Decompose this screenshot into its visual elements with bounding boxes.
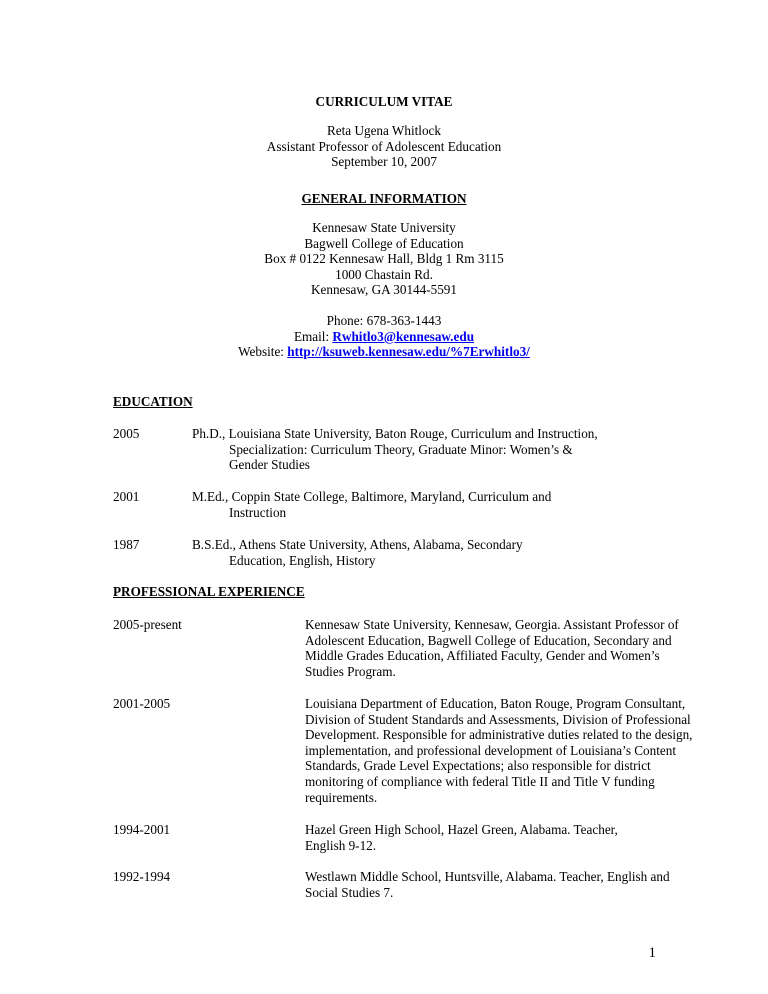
description-line: Education, English, History <box>229 552 376 568</box>
page-number: 1 <box>648 945 656 961</box>
description-line: Social Studies 7. <box>305 884 394 900</box>
education-description <box>192 489 712 520</box>
address-line: Kennesaw State University <box>312 220 456 235</box>
website-link[interactable]: http://ksuweb.kennesaw.edu/%7Erwhitlo3/ <box>287 344 530 360</box>
website-line <box>0 344 768 360</box>
education-heading: EDUCATION <box>113 394 193 409</box>
professional-experience-heading: PROFESSIONAL EXPERIENCE <box>113 584 305 599</box>
description-line: Louisiana Department of Education, Baton Rouge, Program Consultant, <box>305 696 686 711</box>
author-position: Assistant Professor of Adolescent Education <box>266 138 502 154</box>
description-line: requirements. <box>305 789 378 805</box>
address-line: Kennesaw, GA 30144-5591 <box>310 282 457 298</box>
description-line: Ph.D., Louisiana State University, Baton Rouge, Curriculum and Instruction, <box>192 426 598 441</box>
address-block <box>0 220 768 298</box>
description-line: Standards, Grade Level Expectations; also responsible for district <box>305 758 651 774</box>
experience-years: 2001-2005 <box>113 696 171 711</box>
phone-number: 678-363-1443 <box>366 313 442 328</box>
email-line <box>0 329 768 345</box>
author-name: Reta Ugena Whitlock <box>326 123 441 138</box>
education-year: 2001 <box>113 489 140 504</box>
experience-years: 1992-1994 <box>113 869 171 884</box>
author-header <box>0 123 768 170</box>
description-line: Gender Studies <box>229 457 310 473</box>
experience-description <box>305 822 715 853</box>
address-line: Bagwell College of Education <box>304 235 464 251</box>
description-line: Westlawn Middle School, Huntsville, Alabama. Teacher, English and <box>305 869 670 884</box>
description-line: B.S.Ed., Athens State University, Athens, Alabama, Secondary <box>192 537 523 552</box>
document-date: September 10, 2007 <box>331 154 437 170</box>
address-line: Box # 0122 Kennesaw Hall, Bldg 1 Rm 3115 <box>264 251 504 267</box>
description-line: implementation, and professional development of Louisiana’s Content <box>305 742 677 758</box>
description-line: Instruction <box>229 504 287 520</box>
description-line: Hazel Green High School, Hazel Green, Alabama. Teacher, <box>305 822 618 837</box>
website-label: Website: <box>238 344 288 360</box>
document-title: CURRICULUM VITAE <box>315 94 453 109</box>
description-line: M.Ed., Coppin State College, Baltimore, Maryland, Curriculum and <box>192 489 552 504</box>
description-line: Division of Student Standards and Assessments, Division of Professional <box>305 711 691 727</box>
education-description <box>192 426 712 473</box>
description-line: Development. Responsible for administrative duties related to the design, <box>305 727 693 743</box>
experience-description <box>305 696 715 805</box>
description-line: Adolescent Education, Bagwell College of Education, Secondary and <box>305 632 672 648</box>
description-line: Kennesaw State University, Kennesaw, Georgia. Assistant Professor of <box>305 617 679 632</box>
experience-description <box>305 617 715 679</box>
description-line: Studies Program. <box>305 663 396 679</box>
description-line: English 9-12. <box>305 837 377 853</box>
phone-label: Phone: <box>326 313 367 328</box>
description-line: Middle Grades Education, Affiliated Faculty, Gender and Women’s <box>305 648 660 664</box>
description-line: Specialization: Curriculum Theory, Graduate Minor: Women’s & <box>229 441 573 457</box>
education-year: 2005 <box>113 426 140 441</box>
education-description <box>192 537 712 568</box>
phone-line <box>0 313 768 329</box>
email-link[interactable]: Rwhitlo3@kennesaw.edu <box>332 328 475 344</box>
education-year: 1987 <box>113 537 140 552</box>
experience-years: 1994-2001 <box>113 822 171 837</box>
description-line: monitoring of compliance with federal Title II and Title V funding <box>305 773 655 789</box>
experience-description <box>305 869 715 900</box>
contact-block <box>0 313 768 360</box>
email-label: Email: <box>293 328 333 344</box>
experience-years: 2005-present <box>113 617 182 632</box>
address-line: 1000 Chastain Rd. <box>335 266 433 282</box>
general-information-heading: GENERAL INFORMATION <box>301 191 467 206</box>
